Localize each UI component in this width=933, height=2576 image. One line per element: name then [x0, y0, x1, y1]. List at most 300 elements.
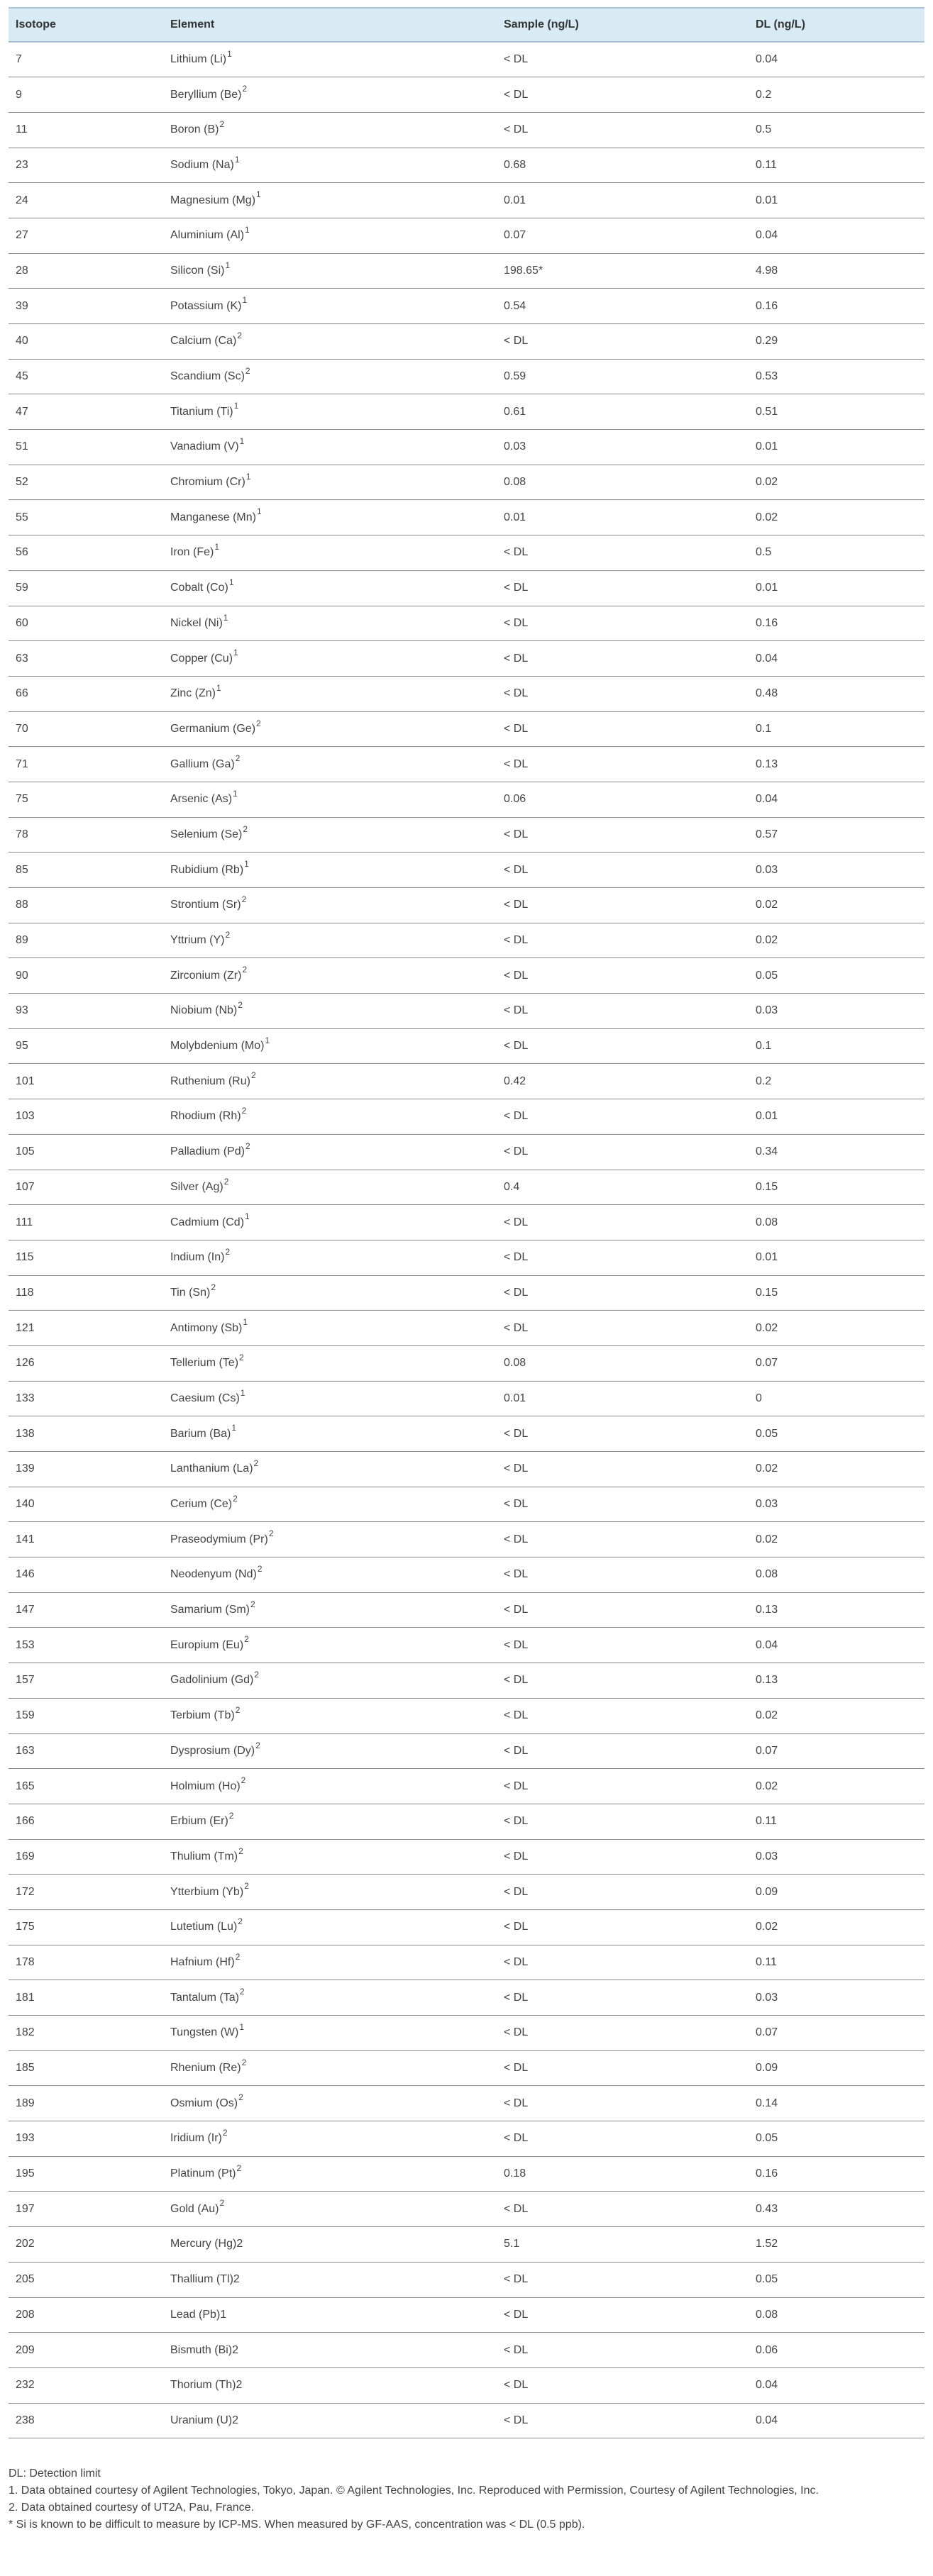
sample-cell-text: < DL: [504, 1604, 529, 1616]
dl-cell: [749, 711, 924, 747]
isotope-cell-text: 28: [16, 264, 28, 277]
dl-cell: [749, 1628, 924, 1663]
sample-cell-text: < DL: [504, 1744, 529, 1757]
dl-cell: [749, 42, 924, 77]
sample-cell-text: < DL: [504, 1251, 529, 1264]
isotope-cell: [9, 324, 163, 360]
dl-cell-text: 0.02: [756, 1533, 778, 1545]
footnote-ref: 2: [233, 1493, 238, 1504]
element-cell-text: Neodenyum (Nd): [170, 1568, 257, 1581]
sample-cell-text: < DL: [504, 652, 529, 665]
isotope-cell-text: 121: [16, 1321, 35, 1334]
isotope-cell-text: 159: [16, 1709, 35, 1722]
dl-cell-text: 0.02: [756, 1321, 778, 1334]
sample-cell: [497, 183, 749, 218]
element-cell: [163, 1028, 497, 1064]
sample-cell-text: < DL: [504, 582, 529, 594]
dl-cell-text: 0.02: [756, 1709, 778, 1722]
footnote-ref: 2: [268, 1528, 274, 1539]
element-cell: [163, 2403, 497, 2438]
sample-cell: [497, 1240, 749, 1275]
isotope-cell-text: 209: [16, 2343, 35, 2356]
footnote-ref: 2: [225, 1246, 231, 1257]
dl-cell: [749, 1769, 924, 1804]
element-cell: [163, 853, 497, 888]
isotope-cell: [9, 888, 163, 923]
table-row: [9, 2050, 924, 2086]
dl-cell: [749, 253, 924, 289]
isotope-cell: [9, 112, 163, 148]
dl-cell-text: 0.16: [756, 299, 778, 312]
sample-cell-text: < DL: [504, 123, 529, 136]
footnote-ref: 2: [241, 894, 247, 905]
element-cell: [163, 218, 497, 253]
dl-cell: [749, 1205, 924, 1240]
footnote-ref: 2: [238, 1845, 243, 1856]
dl-cell-text: 0.57: [756, 828, 778, 840]
table-row: [9, 1733, 924, 1769]
table-row: [9, 606, 924, 641]
isotope-cell-text: 153: [16, 1638, 35, 1651]
dl-cell-text: 0.04: [756, 793, 778, 806]
sample-cell-text: 5.1: [504, 2238, 520, 2250]
dl-cell: [749, 289, 924, 324]
dl-cell-text: 0.01: [756, 194, 778, 206]
sample-cell: [497, 324, 749, 360]
isotope-cell: [9, 2333, 163, 2368]
dl-cell-text: 1.52: [756, 2238, 778, 2250]
table-row: [9, 430, 924, 465]
footnote-ref: 2: [239, 1987, 245, 1997]
isotope-cell-text: 178: [16, 1955, 35, 1968]
sample-cell: [497, 500, 749, 535]
table-row: [9, 1909, 924, 1945]
isotope-cell-text: 115: [16, 1251, 34, 1264]
element-cell-text: Molybdenium (Mo): [170, 1040, 265, 1053]
element-cell: [163, 1311, 497, 1346]
sample-cell: [497, 817, 749, 853]
dl-cell-text: 0.03: [756, 1498, 778, 1511]
element-cell: [163, 570, 497, 606]
isotope-cell: [9, 2156, 163, 2192]
isotope-cell: [9, 148, 163, 183]
dl-cell-text: 0.08: [756, 1216, 778, 1228]
sample-cell-text: < DL: [504, 1568, 529, 1581]
element-cell: [163, 2086, 497, 2121]
isotope-cell: [9, 77, 163, 113]
element-cell-text: Platinum (Pt): [170, 2167, 236, 2180]
isotope-cell-text: 45: [16, 370, 28, 383]
footnote-ref: 1: [225, 260, 231, 270]
sample-cell: [497, 676, 749, 711]
table-row: [9, 1522, 924, 1558]
isotope-cell-text: 90: [16, 969, 28, 982]
footnote-ref: 2: [237, 331, 243, 341]
footnote-ref: 1: [214, 542, 220, 553]
dl-cell-text: 0.5: [756, 546, 772, 559]
dl-cell: [749, 2227, 924, 2263]
table-row: [9, 253, 924, 289]
isotope-cell-text: 51: [16, 440, 28, 453]
element-cell-text: Iridium (Ir): [170, 2132, 222, 2145]
dl-cell: [749, 1558, 924, 1593]
dl-cell-text: 0.02: [756, 1921, 778, 1933]
table-row: [9, 2403, 924, 2438]
footnote-ref: 2: [254, 1670, 260, 1680]
isotope-cell-text: 52: [16, 476, 28, 489]
table-row: [9, 500, 924, 535]
dl-cell: [749, 183, 924, 218]
footnote-ref: 2: [222, 2128, 228, 2138]
table-row: [9, 711, 924, 747]
isotope-cell: [9, 923, 163, 958]
dl-cell: [749, 1064, 924, 1099]
sample-cell: [497, 1205, 749, 1240]
element-cell-text: Lutetium (Lu): [170, 1921, 238, 1933]
dl-cell: [749, 1381, 924, 1416]
element-cell-text: Vanadium (V): [170, 440, 239, 453]
dl-cell-text: 0.01: [756, 582, 778, 594]
isotope-cell-text: 93: [16, 1004, 28, 1017]
isotope-cell: [9, 1558, 163, 1593]
dl-cell-text: 0.11: [756, 158, 777, 171]
table-row: [9, 1064, 924, 1099]
element-cell-text: Aluminium (Al): [170, 229, 245, 242]
element-cell: [163, 359, 497, 394]
isotope-cell-text: 89: [16, 934, 28, 947]
sample-cell: [497, 1311, 749, 1346]
sample-cell-text: 198.65*: [504, 264, 543, 277]
isotope-cell-text: 40: [16, 335, 28, 348]
sample-cell-text: < DL: [504, 1462, 529, 1475]
footnote-ref: 2: [235, 1704, 241, 1715]
table-row: [9, 747, 924, 782]
sample-cell: [497, 430, 749, 465]
element-cell: [163, 1452, 497, 1487]
element-cell: [163, 324, 497, 360]
table-row: [9, 394, 924, 430]
element-cell: [163, 1909, 497, 1945]
dl-cell: [749, 2016, 924, 2051]
isotope-cell: [9, 1875, 163, 1910]
element-cell: [163, 465, 497, 500]
sample-cell-text: < DL: [504, 2097, 529, 2109]
dl-cell: [749, 1487, 924, 1522]
sample-cell-text: < DL: [504, 1004, 529, 1017]
dl-cell-text: 0.2: [756, 88, 772, 101]
isotope-cell-text: 146: [16, 1568, 35, 1581]
table-row: [9, 289, 924, 324]
isotope-cell-text: 181: [16, 1991, 35, 2004]
dl-cell: [749, 994, 924, 1029]
footnote-ref: 2: [245, 1140, 250, 1151]
element-cell-text: Beryllium (Be): [170, 88, 242, 101]
header-row: [9, 8, 924, 42]
element-cell-text: Bismuth (Bi)2: [170, 2343, 239, 2356]
element-cell-text: Lanthanium (La): [170, 1462, 253, 1475]
header-dl: DL (ng/L): [749, 8, 924, 42]
table-row: [9, 1345, 924, 1381]
sample-cell-text: 0.59: [504, 370, 526, 383]
element-cell-text: Yttrium (Y): [170, 934, 225, 947]
isotope-cell: [9, 359, 163, 394]
dl-cell: [749, 641, 924, 677]
footnote-ref: 1: [265, 1035, 270, 1045]
element-cell: [163, 1170, 497, 1205]
isotope-cell-text: 163: [16, 1744, 35, 1757]
footnote-ref: 1: [245, 224, 250, 235]
element-cell-text: Boron (B): [170, 123, 219, 136]
footnote-ref: 1: [245, 471, 251, 482]
element-cell-text: Erbium (Er): [170, 1815, 228, 1828]
isotope-cell: [9, 1381, 163, 1416]
sample-cell: [497, 2192, 749, 2227]
sample-cell: [497, 570, 749, 606]
element-cell-text: Terbium (Tb): [170, 1709, 235, 1722]
sample-cell: [497, 2333, 749, 2368]
sample-cell: [497, 112, 749, 148]
sample-cell: [497, 641, 749, 677]
sample-cell-text: < DL: [504, 1674, 529, 1687]
sample-cell-text: < DL: [504, 1321, 529, 1334]
isotope-cell-text: 88: [16, 899, 28, 911]
element-cell: [163, 1980, 497, 2016]
sample-cell: [497, 1628, 749, 1663]
footnote-ref: 2: [235, 753, 241, 764]
element-cell-text: Cadmium (Cd): [170, 1216, 245, 1228]
footnote-ref: 1: [256, 506, 262, 517]
element-cell-text: Zirconium (Zr): [170, 969, 242, 982]
footnote-ref: 2: [241, 2057, 247, 2067]
sample-cell: [497, 1980, 749, 2016]
table-row: [9, 1698, 924, 1733]
sample-cell-text: < DL: [504, 546, 529, 559]
isotope-cell: [9, 1170, 163, 1205]
isotope-cell: [9, 1980, 163, 2016]
sample-cell-text: < DL: [504, 2273, 529, 2286]
dl-cell-text: 0.43: [756, 2202, 778, 2215]
isotope-cell: [9, 394, 163, 430]
sample-cell-text: < DL: [504, 1991, 529, 2004]
sample-cell: [497, 1804, 749, 1839]
sample-cell-text: < DL: [504, 335, 529, 348]
sample-cell: [497, 2121, 749, 2157]
dl-cell: [749, 2367, 924, 2403]
element-cell-text: Europium (Eu): [170, 1638, 244, 1651]
isotope-cell-text: 105: [16, 1145, 35, 1158]
element-cell-text: Arsenic (As): [170, 793, 233, 806]
isotope-cell: [9, 817, 163, 853]
footnote-ref: 2: [211, 1282, 216, 1292]
table-row: [9, 2086, 924, 2121]
sample-cell-text: < DL: [504, 1286, 529, 1299]
element-analysis-table: [9, 7, 924, 2438]
sample-cell: [497, 2367, 749, 2403]
table-row: [9, 183, 924, 218]
isotope-cell-text: 7: [16, 53, 22, 66]
sample-cell: [497, 218, 749, 253]
sample-cell-text: < DL: [504, 1498, 529, 1511]
table-row: [9, 324, 924, 360]
isotope-cell-text: 71: [16, 757, 28, 770]
isotope-cell-text: 24: [16, 194, 28, 206]
isotope-cell: [9, 676, 163, 711]
element-cell: [163, 148, 497, 183]
footnote-ref: 2: [219, 2198, 225, 2209]
footnote-dl: DL: Detection limit: [9, 2467, 101, 2480]
sample-cell-text: < DL: [504, 1709, 529, 1722]
dl-cell: [749, 1909, 924, 1945]
element-cell-text: Strontium (Sr): [170, 899, 241, 911]
table-row: [9, 1769, 924, 1804]
sample-cell: [497, 1558, 749, 1593]
dl-cell-text: 0: [756, 1392, 762, 1404]
dl-cell-text: 0.04: [756, 1638, 778, 1651]
table-row: [9, 1558, 924, 1593]
element-cell-text: Uranium (U)2: [170, 2414, 239, 2426]
footnote-1: 1. Data obtained courtesy of Agilent Technologies, Tokyo, Japan. © Agilent Technologies, Inc. Reproduced with Permission, Courtesy of Agilent Technologies, Inc.: [9, 2485, 819, 2497]
element-cell: [163, 1663, 497, 1699]
sample-cell-text: < DL: [504, 616, 529, 629]
table-row: [9, 1275, 924, 1311]
element-cell-text: Praseodymium (Pr): [170, 1533, 268, 1545]
sample-cell-text: < DL: [504, 1780, 529, 1792]
sample-cell: [497, 1875, 749, 1910]
element-cell-text: Antimony (Sb): [170, 1321, 243, 1334]
dl-cell-text: 0.02: [756, 934, 778, 947]
dl-cell: [749, 1345, 924, 1381]
isotope-cell: [9, 1452, 163, 1487]
footnote-ref: 2: [238, 2092, 243, 2103]
dl-cell-text: 0.48: [756, 687, 778, 700]
isotope-cell: [9, 1945, 163, 1980]
footnote-ref: 2: [245, 365, 250, 376]
dl-cell-text: 0.03: [756, 1850, 778, 1862]
table-row: [9, 359, 924, 394]
isotope-cell: [9, 2297, 163, 2333]
isotope-cell-text: 63: [16, 652, 28, 665]
footnote-ref: 1: [216, 682, 221, 693]
element-cell: [163, 77, 497, 113]
element-cell: [163, 2192, 497, 2227]
dl-cell: [749, 853, 924, 888]
table-body: [9, 42, 924, 2438]
footnote-ref: 1: [243, 1317, 248, 1328]
sample-cell: [497, 289, 749, 324]
sample-cell: [497, 2227, 749, 2263]
element-cell: [163, 2297, 497, 2333]
sample-cell-text: < DL: [504, 969, 529, 982]
element-cell: [163, 1134, 497, 1170]
element-cell-text: Thallium (Tl)2: [170, 2273, 240, 2286]
isotope-cell: [9, 1698, 163, 1733]
element-cell-text: Palladium (Pd): [170, 1145, 245, 1158]
sample-cell: [497, 606, 749, 641]
element-cell-text: Ruthenium (Ru): [170, 1075, 250, 1087]
isotope-cell-text: 172: [16, 1885, 35, 1898]
table-row: [9, 888, 924, 923]
footnote-ref: 2: [242, 965, 248, 975]
sample-cell-text: 0.4: [504, 1180, 520, 1193]
sample-cell-text: 0.54: [504, 299, 526, 312]
element-cell: [163, 2367, 497, 2403]
sample-cell-text: 0.01: [504, 1392, 526, 1404]
table-row: [9, 1980, 924, 2016]
isotope-cell: [9, 253, 163, 289]
element-cell: [163, 2050, 497, 2086]
table-row: [9, 2121, 924, 2157]
isotope-cell-text: 75: [16, 793, 28, 806]
dl-cell-text: 0.02: [756, 1462, 778, 1475]
isotope-cell: [9, 994, 163, 1029]
sample-cell-text: < DL: [504, 1850, 529, 1862]
footnote-ref: 1: [231, 1423, 237, 1433]
table-row: [9, 2367, 924, 2403]
sample-cell-text: 0.01: [504, 511, 526, 523]
dl-cell-text: 0.01: [756, 1251, 778, 1264]
isotope-cell: [9, 2192, 163, 2227]
isotope-cell-text: 169: [16, 1850, 35, 1862]
table-row: [9, 1628, 924, 1663]
table-row: [9, 676, 924, 711]
dl-cell: [749, 2403, 924, 2438]
dl-cell: [749, 394, 924, 430]
isotope-cell-text: 165: [16, 1780, 35, 1792]
sample-cell-text: < DL: [504, 2343, 529, 2356]
sample-cell-text: < DL: [504, 687, 529, 700]
table-row: [9, 1592, 924, 1628]
dl-cell-text: 0.08: [756, 2308, 778, 2321]
dl-cell-text: 0.09: [756, 2062, 778, 2075]
table-row: [9, 817, 924, 853]
isotope-cell-text: 166: [16, 1815, 35, 1828]
dl-cell: [749, 324, 924, 360]
table-row: [9, 1839, 924, 1875]
element-cell: [163, 1733, 497, 1769]
element-cell-text: Lead (Pb)1: [170, 2308, 227, 2321]
footnote-ref: 2: [244, 1634, 249, 1645]
sample-cell-text: < DL: [504, 863, 529, 876]
dl-cell: [749, 1945, 924, 1980]
sample-cell: [497, 1099, 749, 1135]
sample-cell: [497, 42, 749, 77]
table-row: [9, 853, 924, 888]
dl-cell-text: 0.15: [756, 1180, 778, 1193]
table-row: [9, 1099, 924, 1135]
sample-cell-text: 0.08: [504, 1357, 526, 1370]
isotope-cell: [9, 2262, 163, 2297]
element-cell-text: Chromium (Cr): [170, 476, 245, 489]
dl-cell-text: 0.13: [756, 1604, 778, 1616]
isotope-cell-text: 185: [16, 2062, 35, 2075]
dl-cell: [749, 1311, 924, 1346]
footnote-ref: 2: [239, 1352, 244, 1362]
element-cell: [163, 1804, 497, 1839]
isotope-cell: [9, 1064, 163, 1099]
table-row: [9, 570, 924, 606]
sample-cell-text: < DL: [504, 2414, 529, 2426]
isotope-cell: [9, 1099, 163, 1135]
isotope-cell: [9, 853, 163, 888]
element-cell-text: Holmium (Ho): [170, 1780, 241, 1792]
dl-cell-text: 0.07: [756, 2026, 778, 2039]
element-cell: [163, 1839, 497, 1875]
element-cell-text: Gadolinium (Gd): [170, 1674, 254, 1687]
sample-cell: [497, 747, 749, 782]
sample-cell: [497, 394, 749, 430]
dl-cell: [749, 1980, 924, 2016]
sample-cell: [497, 1663, 749, 1699]
